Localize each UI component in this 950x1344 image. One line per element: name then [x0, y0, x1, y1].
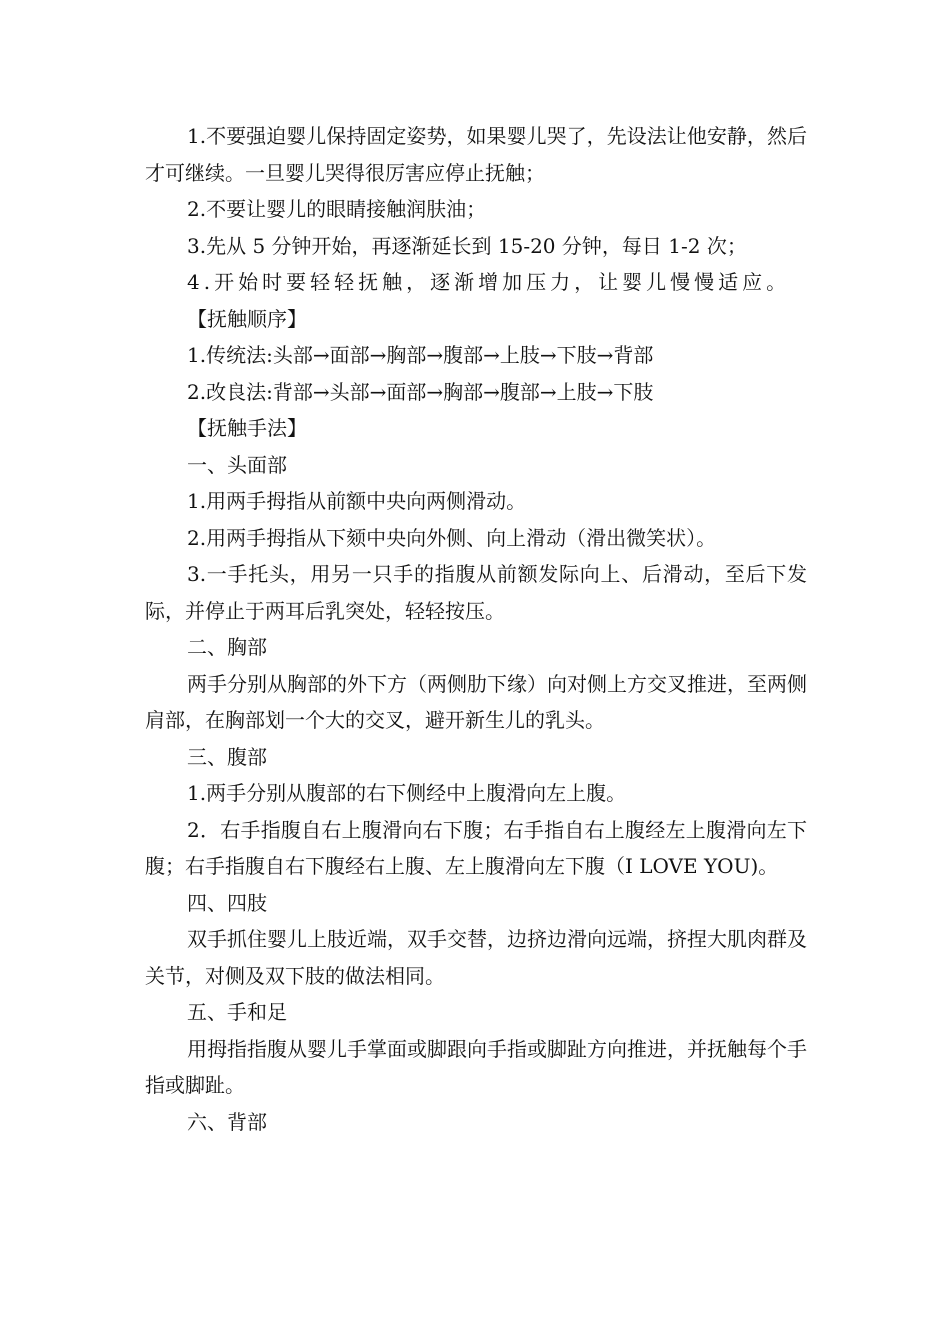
paragraph-head-face-3: 3.一手托头，用另一只手的指腹从前额发际向上、后滑动，至后下发际，并停止于两耳后乳突处，轻轻按压。	[145, 562, 807, 623]
subheading-head-face: 一、头面部	[187, 452, 287, 477]
subheading-back: 六、背部	[187, 1109, 267, 1134]
paragraph-limbs: 双手抓住婴儿上肢近端，双手交替，边挤边滑向远端，挤捏大肌肉群及关节，对侧及双下肢的做法相同。	[145, 927, 807, 988]
paragraph-abdomen-1: 1.两手分别从腹部的右下侧经中上腹滑向左上腹。	[187, 781, 627, 805]
paragraph-caution-3: 3.先从 5 分钟开始，再逐渐延长到 15-20 分钟，每日 1-2 次；	[187, 233, 747, 258]
paragraph-caution-1: 1.不要强迫婴儿保持固定姿势，如果婴儿哭了，先设法让他安静，然后才可继续。一旦婴儿哭得很厉害应停止抚触；	[145, 124, 807, 185]
document-body	[145, 118, 807, 1140]
paragraph-head-face-2: 2.用两手拇指从下颏中央向外侧、向上滑动（滑出微笑状）。	[187, 525, 717, 550]
paragraph-caution-4: 4.开始时要轻轻抚触，逐渐增加压力，让婴儿慢慢适应。	[187, 270, 791, 294]
subheading-chest: 二、胸部	[187, 635, 267, 659]
subheading-hands-feet: 五、手和足	[187, 1000, 287, 1024]
paragraph-hands-feet: 用拇指指腹从婴儿手掌面或脚跟向手指或脚趾方向推进，并抚触每个手指或脚趾。	[145, 1036, 807, 1097]
paragraph-order-traditional: 1.传统法:头部→面部→胸部→腹部→上肢→下肢→背部	[187, 343, 654, 367]
paragraph-order-improved: 2.改良法:背部→头部→面部→胸部→腹部→上肢→下肢	[187, 379, 654, 404]
section-heading-technique: 【抚触手法】	[187, 416, 307, 440]
subheading-abdomen: 三、腹部	[187, 744, 267, 769]
section-heading-order: 【抚触顺序】	[187, 306, 307, 331]
paragraph-abdomen-2: 2．右手指腹自右上腹滑向右下腹；右手指自右上腹经左上腹滑向左下腹；右手指腹自右下腹经右上腹、左上腹滑向左下腹（I LOVE YOU)。	[145, 817, 807, 878]
subheading-limbs: 四、四肢	[187, 890, 267, 915]
paragraph-caution-2: 2.不要让婴儿的眼睛接触润肤油；	[187, 197, 487, 221]
paragraph-head-face-1: 1.用两手拇指从前额中央向两侧滑动。	[187, 489, 527, 513]
paragraph-chest: 两手分别从胸部的外下方（两侧肋下缘）向对侧上方交叉推进，至两侧肩部，在胸部划一个大的交叉，避开新生儿的乳头。	[145, 671, 807, 732]
